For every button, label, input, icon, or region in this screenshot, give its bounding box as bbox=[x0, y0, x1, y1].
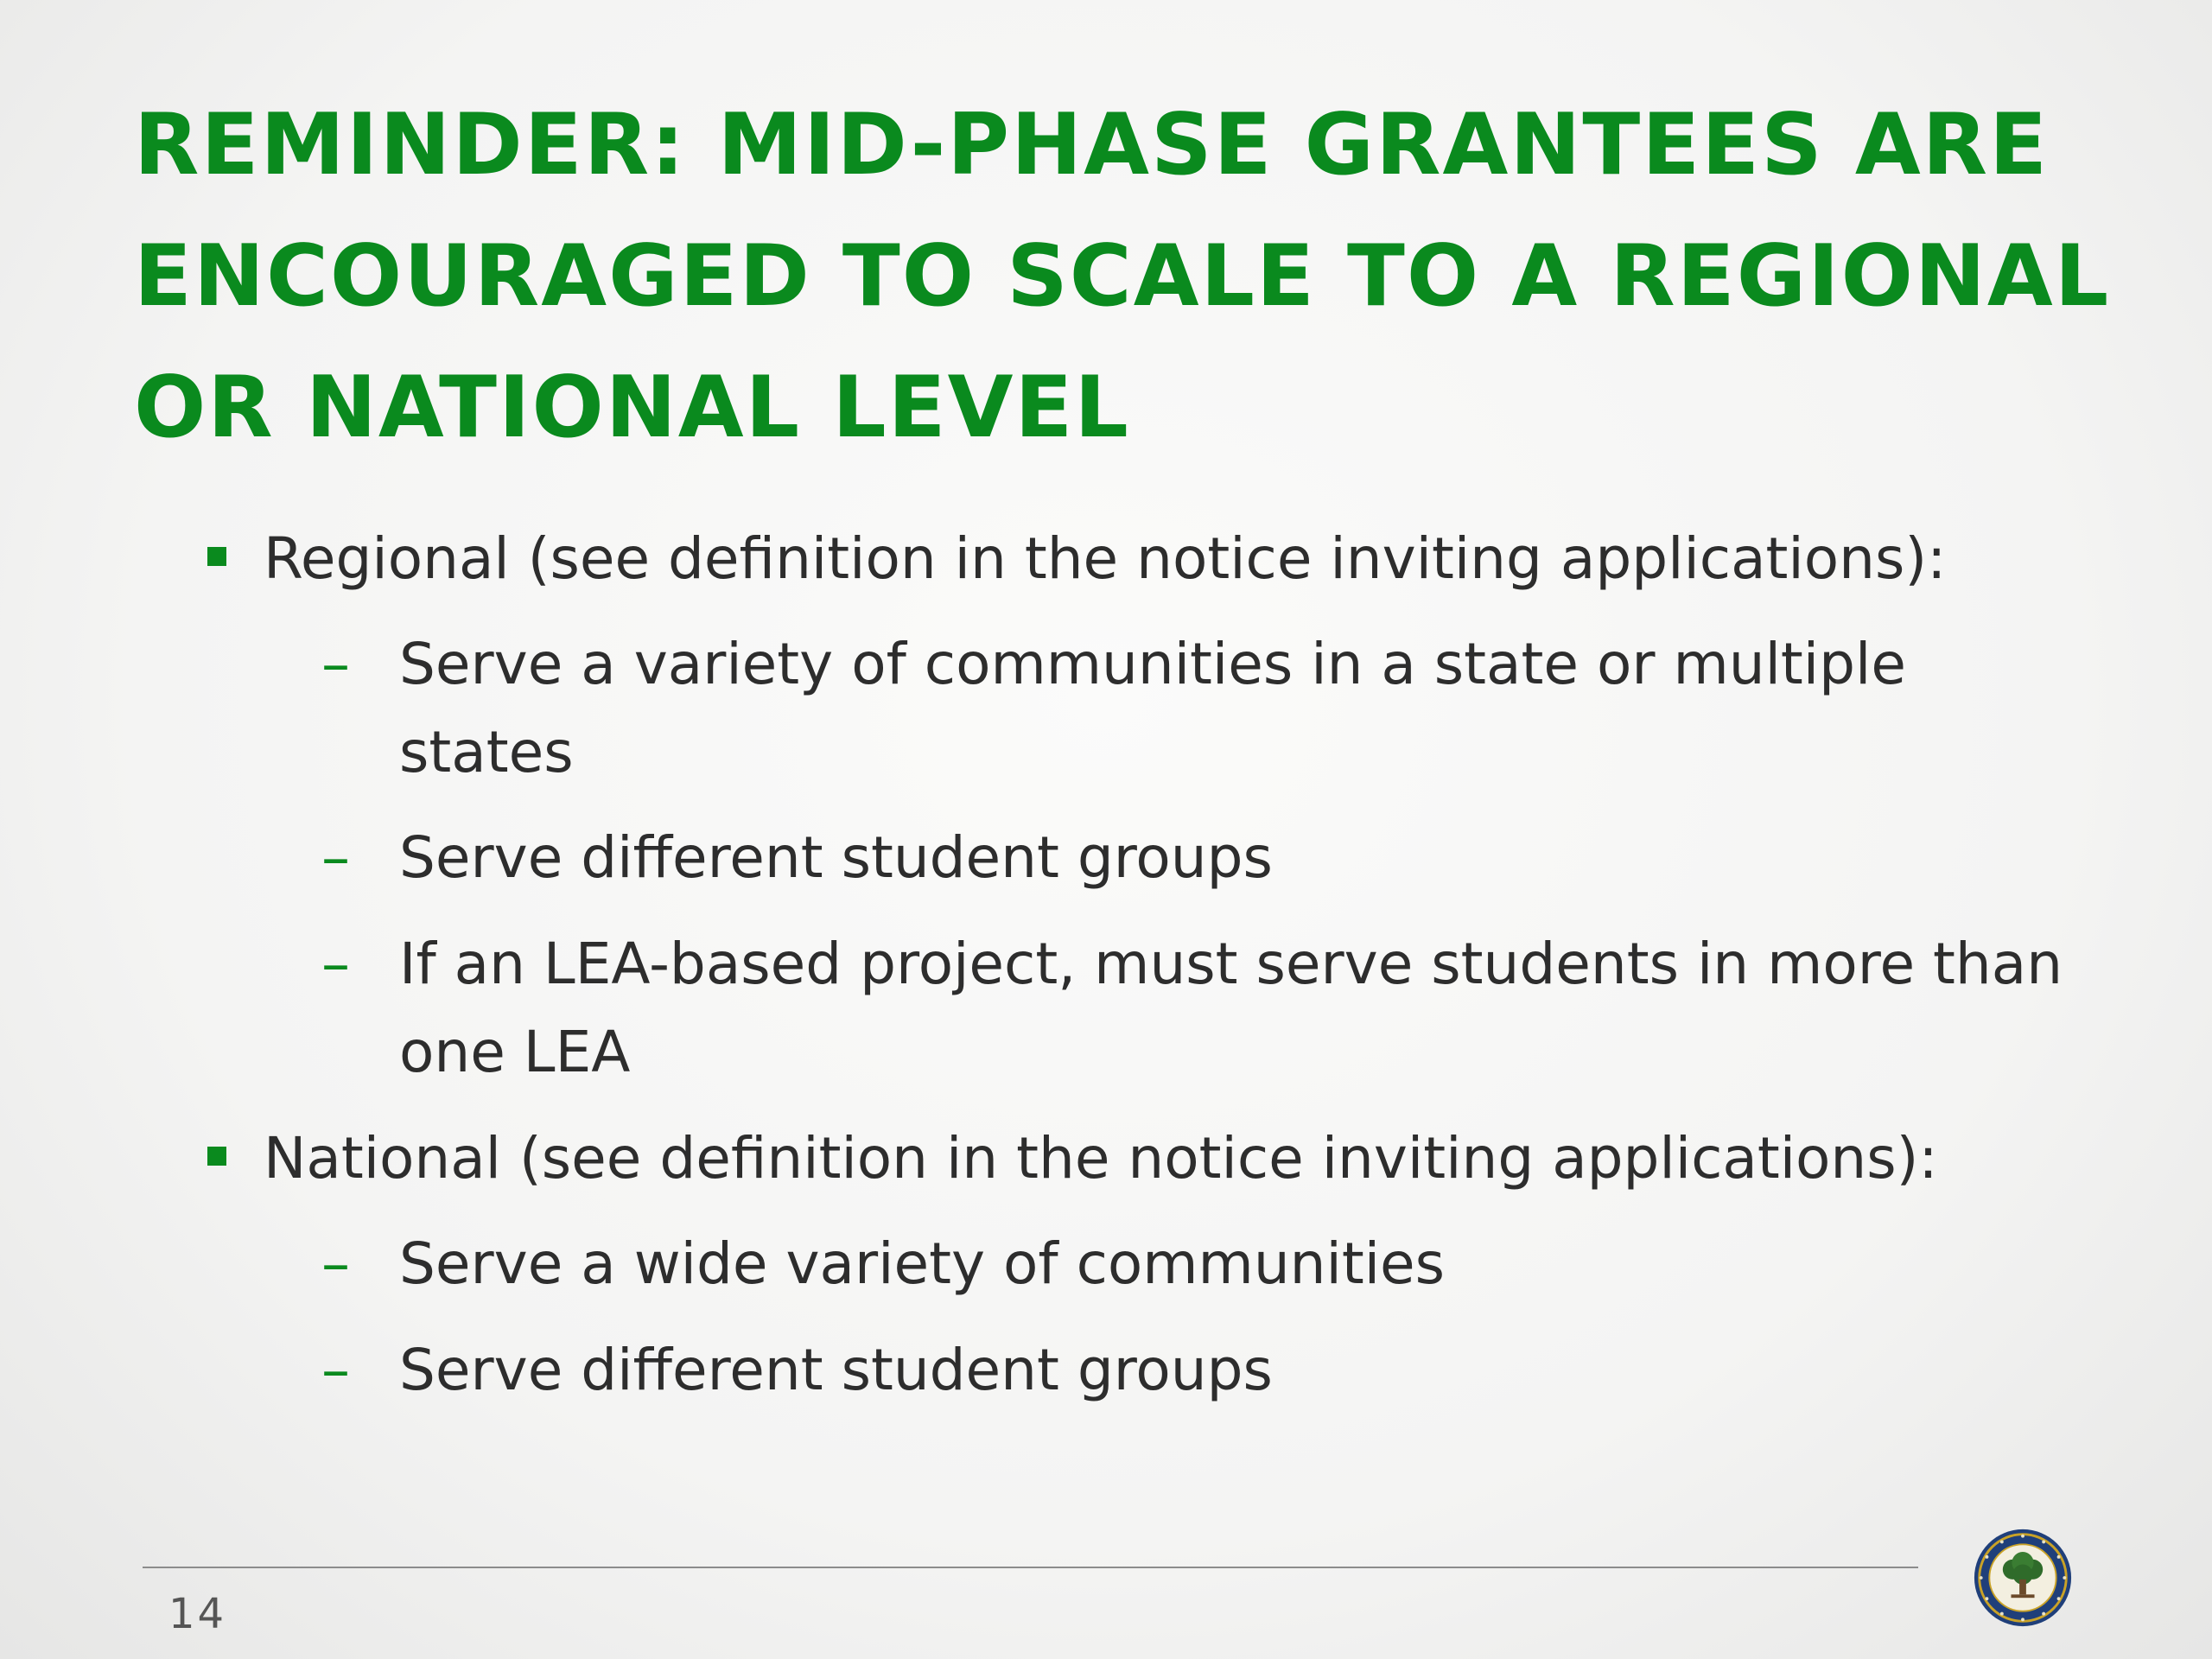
sub-bullet bbox=[321, 1220, 2093, 1308]
dash-marker: – bbox=[321, 631, 350, 697]
dash-marker: – bbox=[321, 1337, 350, 1403]
sub-bullet bbox=[321, 814, 2093, 902]
sub-bullet-text: Serve different student groups bbox=[399, 824, 1273, 891]
square-bullet-icon bbox=[207, 1147, 226, 1166]
bullet-regional bbox=[264, 515, 2121, 603]
sub-bullet bbox=[321, 1326, 2093, 1414]
sub-bullet-text: Serve different student groups bbox=[399, 1337, 1273, 1403]
square-bullet-icon bbox=[207, 547, 226, 566]
sub-bullet bbox=[321, 620, 2093, 797]
bullet-text: Regional (see definition in the notice inviting applications): bbox=[264, 525, 1947, 592]
sub-bullet-text: Serve a variety of communities in a state or multiple states bbox=[399, 631, 1906, 785]
page-number: 14 bbox=[168, 1590, 227, 1638]
dash-marker: – bbox=[321, 1230, 350, 1297]
dash-marker: – bbox=[321, 931, 350, 997]
bullet-national bbox=[264, 1115, 2121, 1203]
footer-divider bbox=[143, 1567, 1918, 1568]
sub-bullet-text: Serve a wide variety of communities bbox=[399, 1230, 1446, 1297]
sub-bullet bbox=[321, 920, 2093, 1096]
bullet-text: National (see definition in the notice inviting applications): bbox=[264, 1125, 1938, 1192]
sub-bullet-text: If an LEA-based project, must serve students in more than one LEA bbox=[399, 931, 2063, 1085]
department-of-education-seal-icon bbox=[1973, 1528, 2073, 1628]
slide-title: REMINDER: MID-PHASE GRANTEES ARE ENCOURAGED TO SCALE TO A REGIONAL OR NATIONAL LEVEL bbox=[134, 96, 2111, 457]
dash-marker: – bbox=[321, 824, 350, 891]
